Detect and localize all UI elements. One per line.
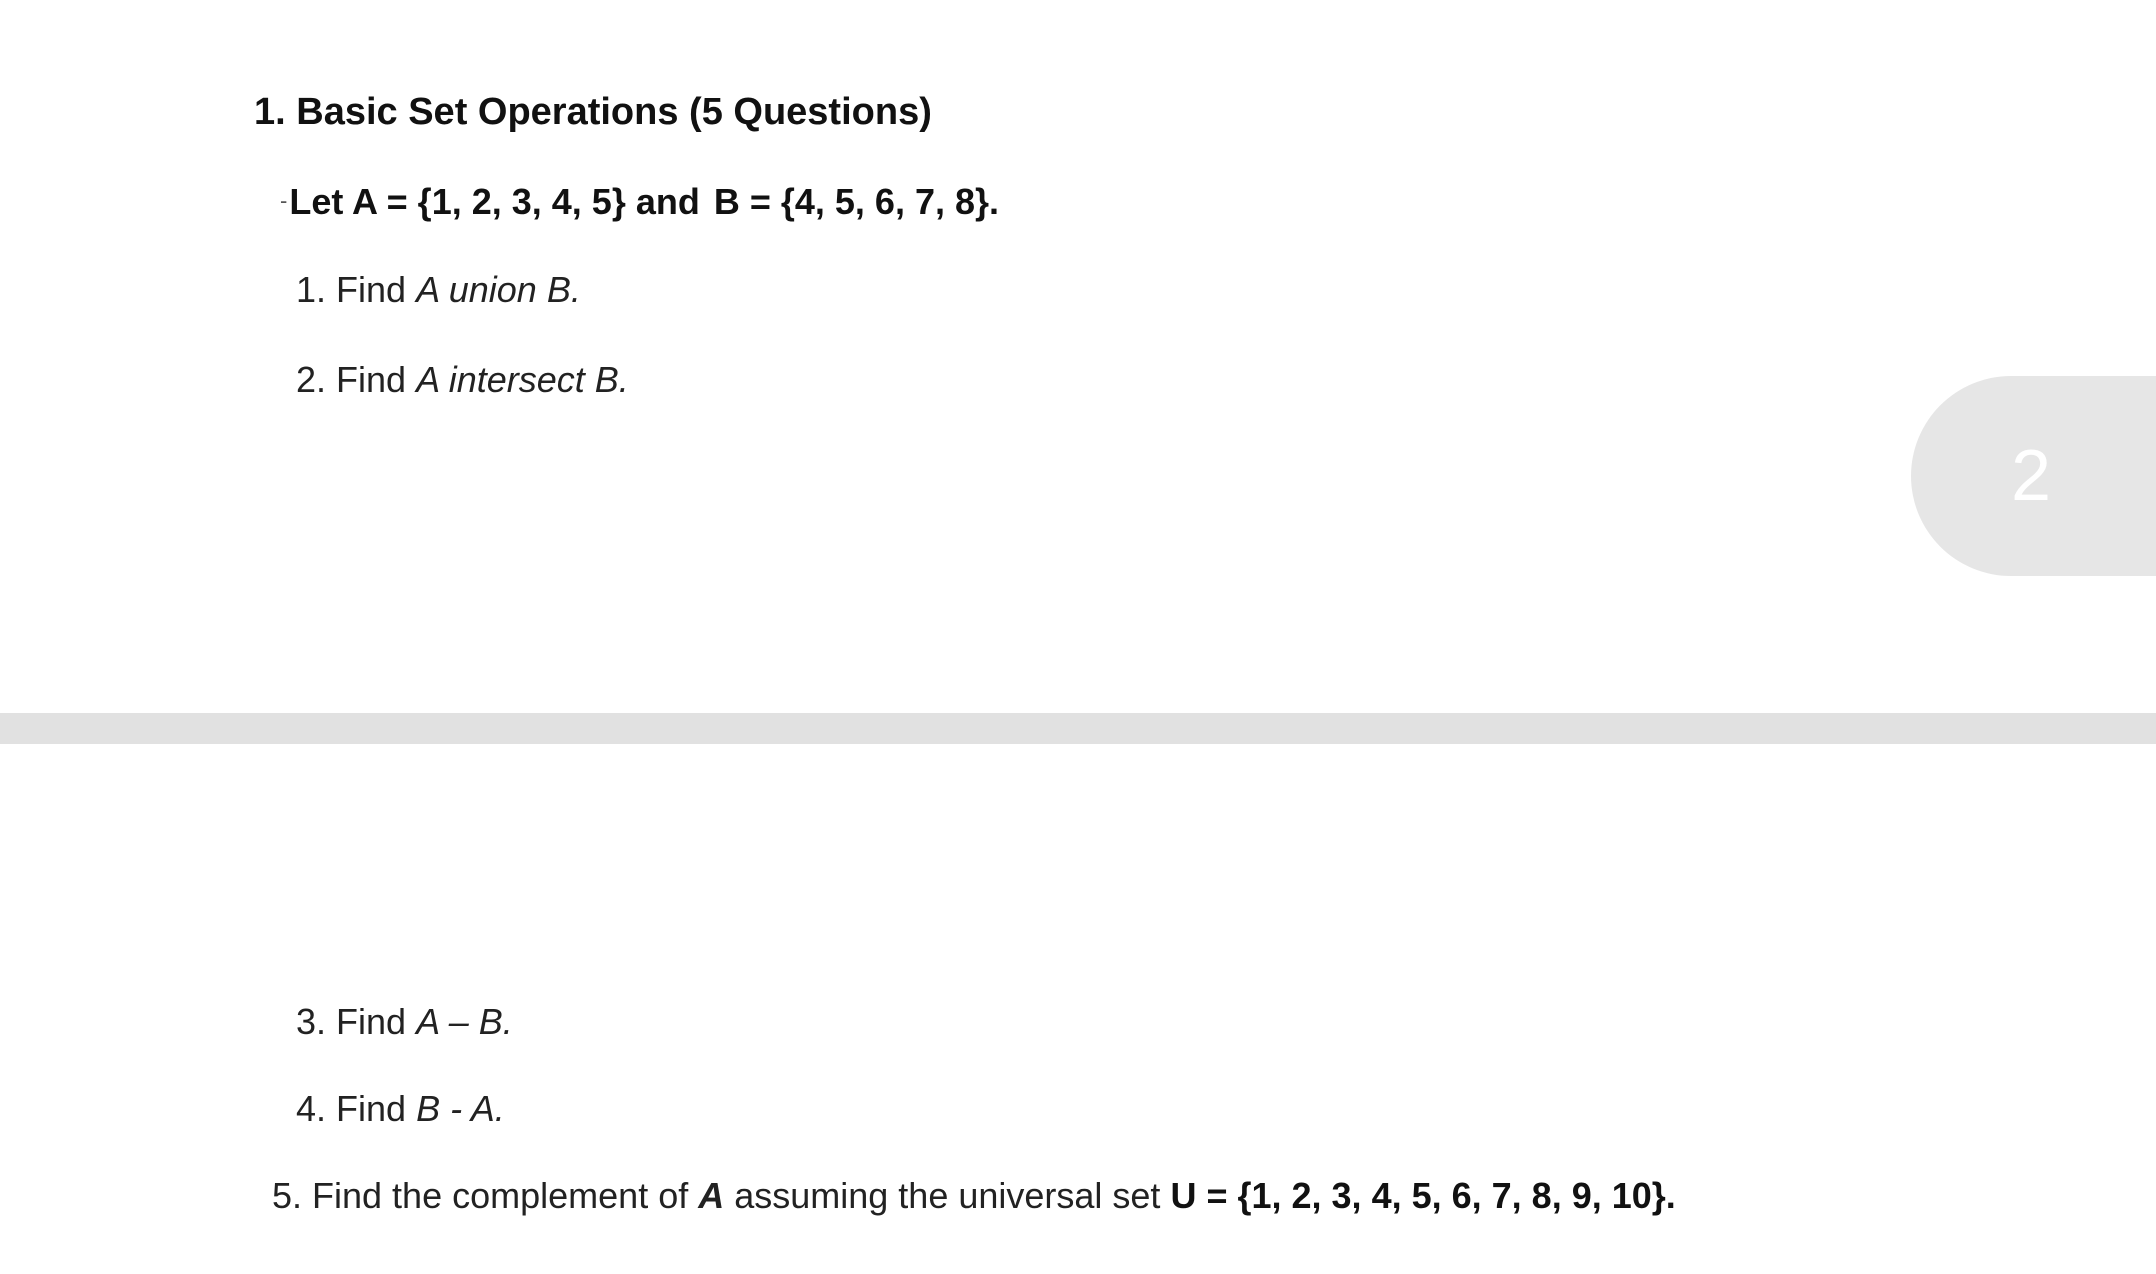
page-number: 2	[2011, 436, 2052, 516]
question-2-expression: A intersect B.	[416, 359, 629, 400]
question-5-prefix: 5. Find the complement of	[272, 1175, 699, 1216]
given-sets	[280, 180, 999, 229]
question-3-prefix: 3. Find	[296, 1001, 417, 1042]
question-1-prefix: 1. Find	[296, 269, 417, 310]
question-5-variable: A	[698, 1175, 725, 1216]
list-bullet: -	[280, 188, 288, 213]
page-number-badge	[1911, 376, 2156, 576]
question-4-prefix: 4. Find	[296, 1088, 417, 1129]
given-set-a: Let A = {1, 2, 3, 4, 5} and	[289, 181, 700, 222]
question-3	[296, 1000, 513, 1044]
question-5-middle: assuming the universal set	[724, 1175, 1171, 1216]
question-1	[296, 268, 581, 312]
section-heading: 1. Basic Set Operations (5 Questions)	[254, 91, 932, 133]
question-3-expression: A – B.	[416, 1001, 513, 1042]
question-4	[296, 1087, 505, 1131]
question-5-universal-set: U = {1, 2, 3, 4, 5, 6, 7, 8, 9, 10}.	[1170, 1175, 1676, 1216]
question-2-prefix: 2. Find	[296, 359, 417, 400]
question-4-expression: B - A.	[416, 1088, 505, 1129]
question-5	[272, 1174, 1676, 1218]
question-2	[296, 358, 629, 402]
page-break-divider	[0, 713, 2156, 744]
question-1-expression: A union B.	[416, 269, 581, 310]
given-set-b: B = {4, 5, 6, 7, 8}.	[713, 181, 1000, 222]
